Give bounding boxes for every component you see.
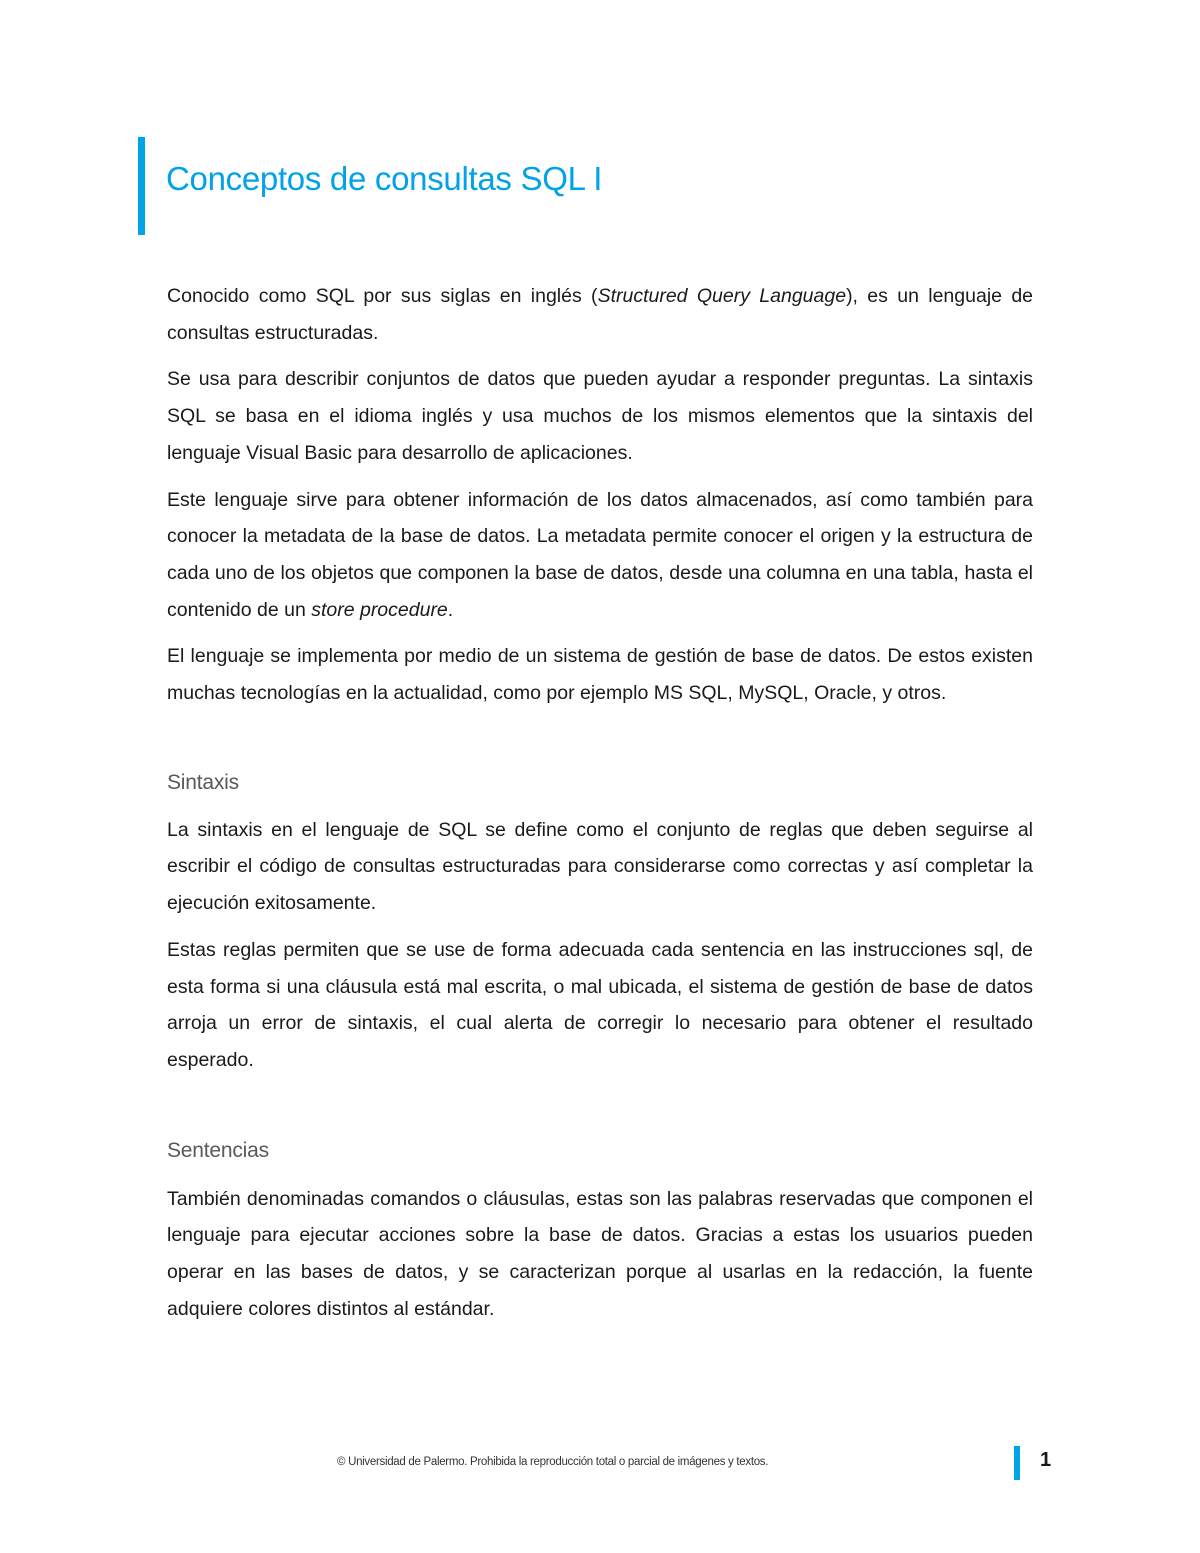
intro-p3-after: . bbox=[447, 598, 454, 621]
intro-p3-italic: store procedure bbox=[311, 598, 448, 621]
intro-p1-before: Conocido como SQL por sus siglas en inglés ( bbox=[167, 285, 598, 307]
footer-copyright: © Universidad de Palermo. Prohibida la reproducción total o parcial de imágenes y textos. bbox=[337, 1456, 769, 1468]
title-accent-bar bbox=[138, 137, 145, 235]
page-number: 1 bbox=[1040, 1449, 1052, 1471]
intro-paragraph-3 bbox=[167, 482, 1033, 629]
section-heading-sentencias: Sentencias bbox=[167, 1138, 269, 1162]
intro-paragraph-1 bbox=[167, 278, 1033, 351]
sentencias-paragraph-1: También denominadas comandos o cláusulas, estas son las palabras reservadas que componen el lenguaje para ejecutar acciones sobre la base de datos. Gracias a estas los usuarios pueden operar en las bases de datos, y se caracterizan porque al usarlas en la redacción, la fuente adquiere colores distintos al estándar. bbox=[167, 1187, 1033, 1320]
sintaxis-paragraph-2: Estas reglas permiten que se use de forma adecuada cada sentencia en las instrucciones sql, de esta forma si una cláusula está mal escrita, o mal ubicada, el sistema de gestión de base de datos arroja un error de sintaxis, el cual alerta de corregir lo necesario para obtener el resultado esperado. bbox=[167, 938, 1033, 1071]
section-heading-sintaxis: Sintaxis bbox=[167, 770, 239, 794]
intro-p1-italic: Structured Query Language bbox=[597, 285, 847, 307]
footer-accent-bar bbox=[1014, 1446, 1020, 1480]
document-body bbox=[167, 278, 1033, 1337]
intro-p1-after: ), es un lenguaje de consultas estructuradas. bbox=[167, 285, 1034, 344]
intro-p3-before: Este lenguaje sirve para obtener información de los datos almacenados, así como también para conocer la metadata de la base de datos. La metadata permite conocer el origen y la estructura de cada uno de los objetos que componen la base de datos, desde una columna en una tabla, hasta el contenido de un bbox=[167, 488, 1033, 621]
sintaxis-paragraph-1: La sintaxis en el lenguaje de SQL se define como el conjunto de reglas que deben seguirse al escribir el código de consultas estructuradas para considerarse como correctas y así completar la ejecución exitosamente. bbox=[167, 818, 1033, 915]
intro-paragraph-4: El lenguaje se implementa por medio de un sistema de gestión de base de datos. De estos existen muchas tecnologías en la actualidad, como por ejemplo MS SQL, MySQL, Oracle, y otros. bbox=[167, 645, 1033, 705]
page-title: Conceptos de consultas SQL I bbox=[166, 160, 603, 197]
intro-paragraph-2: Se usa para describir conjuntos de datos que pueden ayudar a responder preguntas. La sintaxis SQL se basa en el idioma inglés y usa muchos de los mismos elementos que la sintaxis del lenguaje Visual Basic para desarrollo de aplicaciones. bbox=[167, 368, 1033, 464]
